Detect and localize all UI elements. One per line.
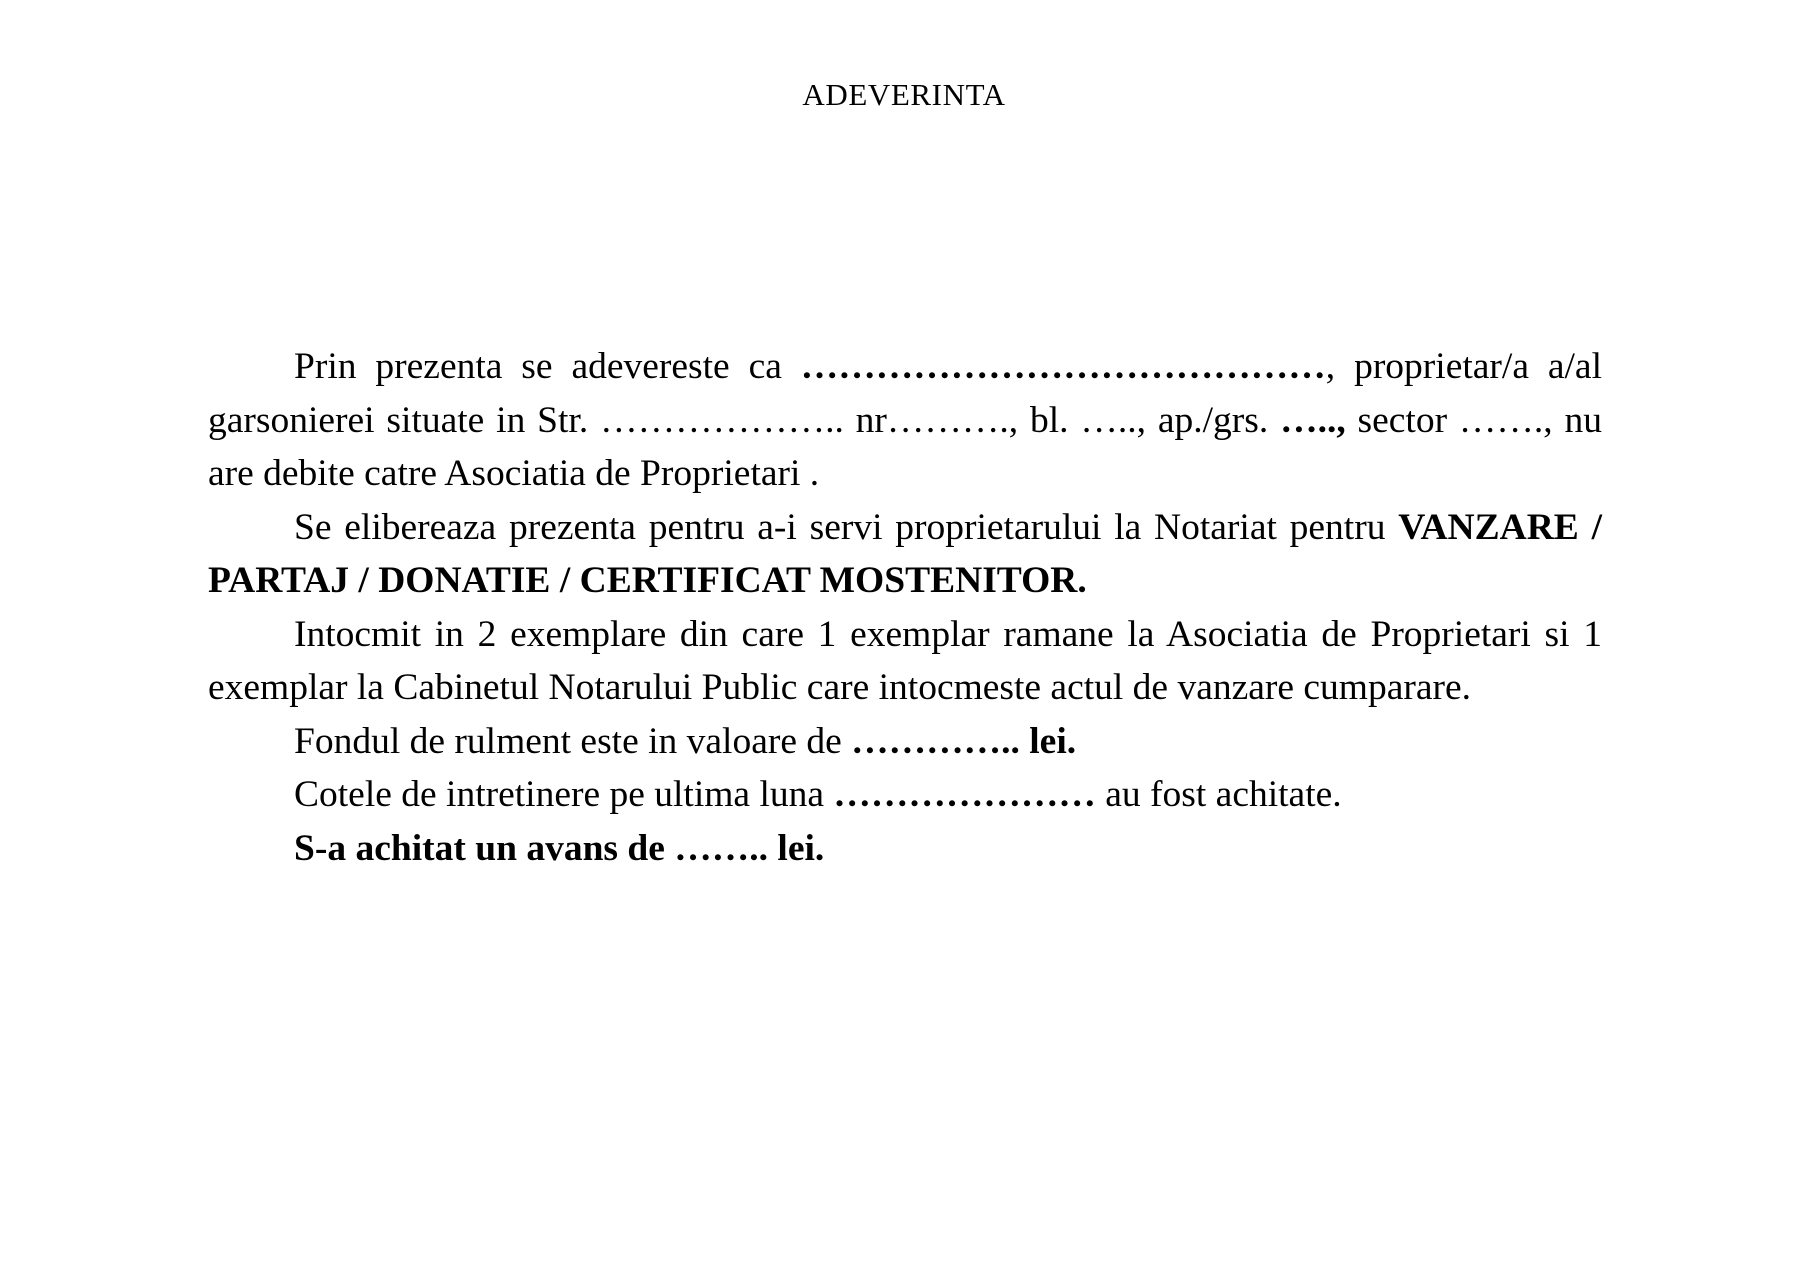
- p1-text-5: , ap./grs.: [1136, 399, 1281, 441]
- p4-currency-label: lei.: [1019, 720, 1077, 762]
- p1-text-7: , nu are debite catre Asociatia de Proprietari .: [208, 399, 1602, 494]
- p1-text-4: , bl.: [1008, 399, 1081, 441]
- p6-currency-label: lei.: [768, 827, 825, 869]
- p5-text-2: au fost achitate.: [1095, 774, 1342, 815]
- page-title: ADEVERINTA: [802, 77, 1006, 112]
- p1-blank-block[interactable]: …..: [1080, 399, 1137, 441]
- paragraph-monthly-quotas: [208, 768, 1602, 822]
- p5-text-1: Cotele de intretinere pe ultima luna: [294, 774, 834, 815]
- p1-blank-owner-name[interactable]: ……………………………………: [800, 346, 1326, 387]
- p1-text-2: , proprietar/a a/al garsonierei situate in Str.: [208, 346, 1602, 441]
- paragraph-rolling-fund: [208, 715, 1602, 769]
- p1-text-1: Prin prezenta se adevereste ca: [294, 346, 801, 387]
- p1-blank-number[interactable]: ……….: [886, 399, 1009, 441]
- p6-blank-advance[interactable]: ……..: [674, 827, 769, 869]
- p1-text-3: nr: [843, 399, 887, 441]
- p3-text-1: Intocmit in 2 exemplare din care 1 exemplar ramane la Asociatia de Proprietari si 1 exemplar la Cabinetul Notarului Public care intocmeste actul de vanzare cumparare.: [208, 613, 1602, 708]
- p2-purpose-options: VANZARE / PARTAJ / DONATIE / CERTIFICAT MOSTENITOR.: [208, 506, 1602, 601]
- document-body: [208, 340, 1602, 875]
- p1-blank-sector[interactable]: …….: [1458, 399, 1544, 441]
- p1-text-6: sector: [1345, 399, 1459, 441]
- p5-blank-month[interactable]: …………………: [833, 774, 1096, 815]
- p1-blank-street[interactable]: ………………..: [600, 399, 844, 441]
- paragraph-advance-paid: [208, 822, 1602, 876]
- p6-text-1: S-a achitat un avans de: [294, 827, 675, 869]
- p4-blank-amount[interactable]: …………..: [851, 720, 1020, 762]
- p1-blank-apartment[interactable]: …..,: [1280, 399, 1346, 441]
- p4-text-1: Fondul de rulment este in valoare de: [294, 720, 852, 762]
- p2-text-1: Se elibereaza prezenta pentru a-i servi proprietarului la Notariat pentru: [294, 506, 1399, 548]
- paragraph-purpose: [208, 501, 1602, 608]
- paragraph-ownership: [208, 340, 1602, 501]
- paragraph-copies: [208, 608, 1602, 715]
